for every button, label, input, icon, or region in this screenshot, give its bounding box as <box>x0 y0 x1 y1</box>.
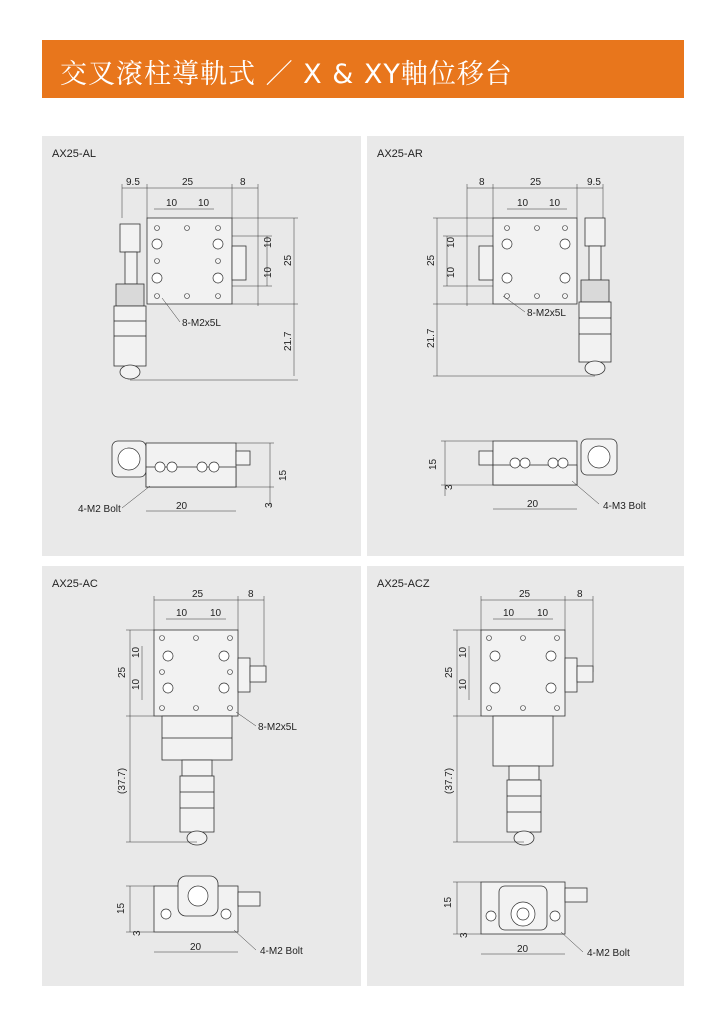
bolt-label: 4-M2 Bolt <box>78 504 121 515</box>
bolt-label: 4-M3 Bolt <box>603 501 646 512</box>
dim-left: 8 <box>479 177 485 188</box>
header-banner <box>42 40 684 98</box>
micrometer-tip <box>585 361 605 375</box>
micrometer-tip <box>514 831 534 845</box>
drawing-ax25-acz <box>367 566 684 986</box>
tap-label: 8-M2x5L <box>182 318 221 329</box>
dim-pitch-d: 10 <box>458 678 469 690</box>
side-plate <box>232 246 246 280</box>
dim-right: 8 <box>248 589 254 600</box>
side-plate <box>238 658 250 692</box>
nut <box>116 284 144 306</box>
drawing-ax25-ar <box>367 136 684 556</box>
drawing-ax25-al <box>42 136 361 556</box>
dim-stem: (37.7) <box>117 767 128 794</box>
dim-width: 25 <box>519 589 531 600</box>
model-label: AX25-AC <box>52 578 98 590</box>
thimble <box>507 780 541 832</box>
dim-width: 25 <box>182 177 194 188</box>
stage-top <box>493 218 577 304</box>
base-dim: 20 <box>176 501 188 512</box>
lock-screw <box>577 666 593 682</box>
base-dim: 20 <box>517 944 529 955</box>
dim-right: 8 <box>577 589 583 600</box>
base-dim: 20 <box>190 942 202 953</box>
dim-height: 25 <box>444 666 455 678</box>
dim-pitch-d: 10 <box>263 266 274 278</box>
panel-ax25-al <box>42 136 361 556</box>
spindle <box>125 252 137 284</box>
stage-top <box>481 630 565 716</box>
lock-screw <box>250 666 266 682</box>
dim-pitch-d: 10 <box>131 678 142 690</box>
nut <box>182 760 212 776</box>
dim-right: 8 <box>240 177 246 188</box>
side-height: 15 <box>428 458 439 470</box>
dim-pitch-a: 10 <box>517 198 529 209</box>
stage-top <box>154 630 238 716</box>
side-plate <box>565 658 577 692</box>
dim-right: 9.5 <box>587 177 601 188</box>
side-plate <box>479 246 493 280</box>
side-base-dim: 3 <box>132 930 143 936</box>
micrometer-body <box>493 716 553 766</box>
page-title: 交叉滾柱導軌式 ／ X & XY軸位移台 <box>60 59 513 90</box>
model-label: AX25-AL <box>52 148 97 160</box>
thimble <box>579 302 611 362</box>
micrometer-tip <box>120 365 140 379</box>
lock-screw-side <box>565 888 587 902</box>
side-height: 15 <box>278 469 289 481</box>
dim-pitch-a: 10 <box>503 608 515 619</box>
tap-label: 8-M2x5L <box>258 722 297 733</box>
knob-mount <box>120 224 140 252</box>
dim-height: 25 <box>426 254 437 266</box>
dim-pitch-b: 10 <box>210 608 222 619</box>
spindle <box>589 246 601 280</box>
side-height: 15 <box>116 902 127 914</box>
dim-width: 25 <box>530 177 542 188</box>
dim-pitch-c: 10 <box>131 646 142 658</box>
side-height: 15 <box>443 896 454 908</box>
bolt-label: 4-M2 Bolt <box>587 948 630 959</box>
base-dim: 20 <box>527 499 539 510</box>
lock-screw-side <box>238 892 260 906</box>
panel-ax25-acz <box>367 566 684 986</box>
dim-pitch-c: 10 <box>458 646 469 658</box>
dim-pitch-c: 10 <box>263 236 274 248</box>
micrometer-tip <box>187 831 207 845</box>
nut <box>509 766 539 780</box>
panel-ax25-ar <box>367 136 684 556</box>
dim-pitch-c: 10 <box>446 236 457 248</box>
model-label: AX25-ACZ <box>377 578 430 590</box>
dim-height: 25 <box>283 254 294 266</box>
side-base-dim: 3 <box>444 484 455 490</box>
nut <box>581 280 609 302</box>
dim-pitch-a: 10 <box>166 198 178 209</box>
model-label: AX25-AR <box>377 148 423 160</box>
dim-left: 9.5 <box>126 177 140 188</box>
dim-pitch-a: 10 <box>176 608 188 619</box>
side-base-dim: 3 <box>264 502 275 508</box>
side-base-dim: 3 <box>459 932 470 938</box>
dim-pitch-b: 10 <box>198 198 210 209</box>
dim-pitch-b: 10 <box>549 198 561 209</box>
drawing-ax25-ac <box>42 566 361 986</box>
dim-stem: 21.7 <box>283 331 294 351</box>
tap-label: 8-M2x5L <box>527 308 566 319</box>
dim-stem: (37.7) <box>444 767 455 794</box>
bolt-label: 4-M2 Bolt <box>260 946 303 957</box>
thimble <box>180 776 214 832</box>
knob-mount <box>585 218 605 246</box>
dim-stem: 21.7 <box>426 328 437 348</box>
panel-ax25-ac <box>42 566 361 986</box>
dim-pitch-b: 10 <box>537 608 549 619</box>
dim-width: 25 <box>192 589 204 600</box>
dim-height: 25 <box>117 666 128 678</box>
dim-pitch-d: 10 <box>446 266 457 278</box>
